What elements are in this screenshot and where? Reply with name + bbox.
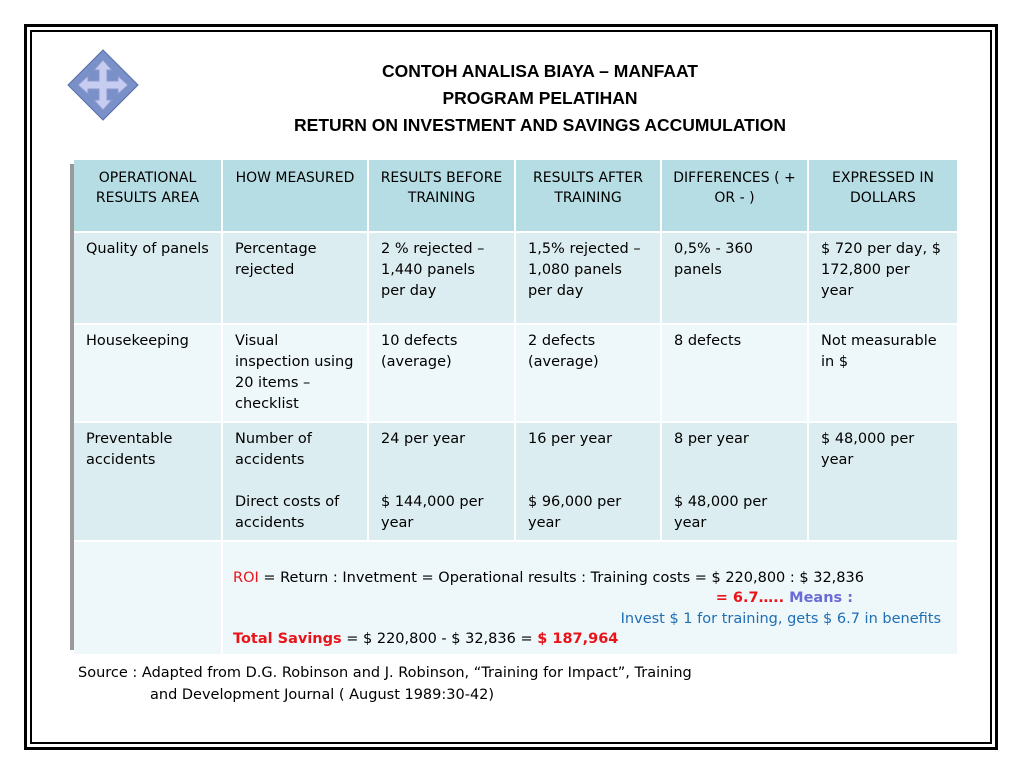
table-cell-empty [74, 541, 222, 655]
cell-part: Number of accidents [235, 431, 312, 468]
table-cell: $ 48,000 per year [808, 422, 958, 541]
table-row [74, 422, 958, 541]
source-line-2: and Development Journal ( August 1989:30-42) [150, 687, 495, 703]
roi-means: Means : [784, 590, 853, 606]
title-line-1: CONTOH ANALISA BIAYA – MANFAAT [382, 61, 698, 81]
slide-title [160, 58, 920, 139]
table-cell: Housekeeping [74, 324, 222, 422]
table-cell [368, 422, 515, 541]
table-cell: Percentage rejected [222, 232, 368, 324]
roi-table [74, 160, 959, 656]
table-cell: 2 % rejected – 1,440 panels per day [368, 232, 515, 324]
roi-result-line [233, 588, 853, 609]
title-line-3: RETURN ON INVESTMENT AND SAVINGS ACCUMULATION [294, 115, 786, 135]
table-cell: Not measurable in $ [808, 324, 958, 422]
cell-part: 16 per year [528, 431, 613, 447]
cell-part: 24 per year [381, 431, 466, 447]
table-cell: Preventable accidents [74, 422, 222, 541]
column-header: HOW MEASURED [222, 160, 368, 232]
cell-part: $ 48,000 per year [674, 494, 768, 531]
roi-formula-line [233, 568, 864, 589]
table-row [74, 232, 958, 324]
table-cell [515, 422, 661, 541]
roi-label: ROI [233, 570, 259, 586]
table-row [74, 324, 958, 422]
column-header: OPERATIONAL RESULTS AREA [74, 160, 222, 232]
table-row-roi [74, 541, 958, 655]
cell-part: $ 96,000 per year [528, 494, 622, 531]
roi-table-container [74, 160, 958, 646]
total-savings-formula: = $ 220,800 - $ 32,836 = [341, 631, 538, 647]
total-savings-line [233, 629, 618, 650]
table-cell: 10 defects (average) [368, 324, 515, 422]
table-cell: 2 defects (average) [515, 324, 661, 422]
roi-formula: = Return : Invetment = Operational results : Training costs = $ 220,800 : $ 32,836 [258, 570, 864, 586]
table-cell: Quality of panels [74, 232, 222, 324]
total-savings-value: $ 187,964 [537, 631, 619, 647]
title-line-2: PROGRAM PELATIHAN [442, 88, 638, 108]
table-cell [222, 422, 368, 541]
column-header: RESULTS BEFORE TRAINING [368, 160, 515, 232]
table-cell [661, 422, 808, 541]
roi-result: = 6.7….. [715, 590, 785, 606]
cell-part: Direct costs of accidents [235, 494, 340, 531]
table-cell: 1,5% rejected – 1,080 panels per day [515, 232, 661, 324]
roi-summary-cell [222, 541, 958, 655]
total-savings-label: Total Savings [233, 631, 342, 647]
column-header: RESULTS AFTER TRAINING [515, 160, 661, 232]
table-cell: 0,5% - 360 panels [661, 232, 808, 324]
source-citation [78, 662, 692, 706]
cell-part: $ 144,000 per year [381, 494, 484, 531]
column-header: DIFFERENCES ( + OR - ) [661, 160, 808, 232]
roi-explanation: Invest $ 1 for training, gets $ 6.7 in benefits [620, 611, 941, 627]
four-direction-arrows-icon [66, 48, 140, 122]
table-cell: Visual inspection using 20 items – checklist [222, 324, 368, 422]
source-line-1: Source : Adapted from D.G. Robinson and J. Robinson, “Training for Impact”, Training [78, 665, 692, 681]
table-header-row [74, 160, 958, 232]
column-header: EXPRESSED IN DOLLARS [808, 160, 958, 232]
table-cell: 8 defects [661, 324, 808, 422]
table-cell: $ 720 per day, $ 172,800 per year [808, 232, 958, 324]
cell-part: 8 per year [674, 431, 749, 447]
